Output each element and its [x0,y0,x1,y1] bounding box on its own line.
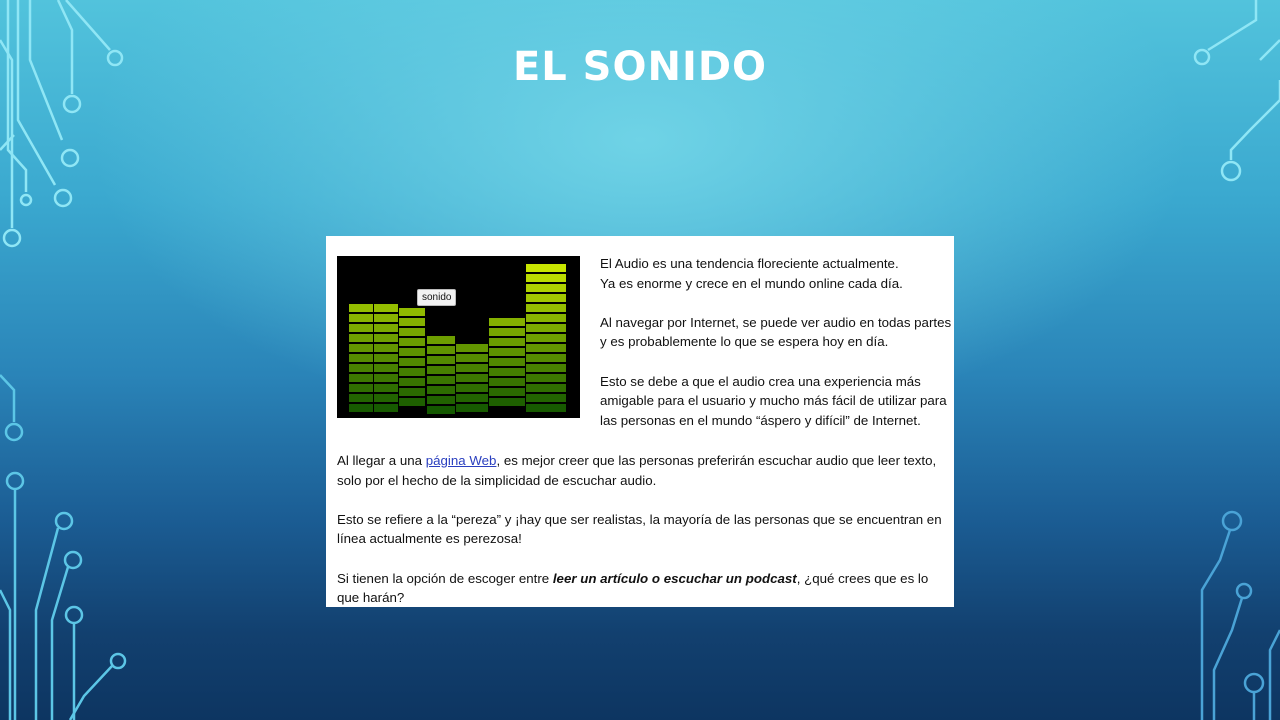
equalizer-segment [374,334,398,342]
equalizer-segment [427,336,455,344]
webpage-text-before: Al llegar a una [337,453,426,468]
equalizer-segment [526,404,566,412]
equalizer-segment [427,366,455,374]
equalizer-segment [399,338,425,346]
circuit-decoration-bottom-right [1180,500,1280,720]
equalizer-segment [374,374,398,382]
equalizer-segment [349,314,373,322]
equalizer-segment [349,324,373,332]
equalizer-segment [526,374,566,382]
paragraph-webpage [337,451,952,490]
equalizer-segment [489,398,525,406]
equalizer-segment [399,358,425,366]
equalizer-segment [489,388,525,396]
equalizer-segment [456,394,488,402]
equalizer-segment [349,334,373,342]
equalizer-segment [349,344,373,352]
equalizer-segment [526,324,566,332]
equalizer-segment [374,324,398,332]
equalizer-segment [489,328,525,336]
equalizer-segment [349,384,373,392]
equalizer-segment [399,368,425,376]
equalizer-image [337,256,580,418]
equalizer-segment [526,354,566,362]
equalizer-segment [526,364,566,372]
equalizer-segment [374,344,398,352]
equalizer-segment [374,394,398,402]
equalizer-segment [349,374,373,382]
equalizer-segment [526,334,566,342]
equalizer-segment [374,384,398,392]
content-screenshot [326,236,954,607]
equalizer-segment [526,304,566,312]
equalizer-segment [349,354,373,362]
equalizer-segment [399,398,425,406]
equalizer-segment [399,348,425,356]
equalizer-segment [526,274,566,282]
equalizer-segment [489,358,525,366]
choice-text-after: , ¿qué crees que es lo que harán? [337,570,929,606]
equalizer-segment [489,338,525,346]
webpage-text-after: , es mejor creer que las personas preferirán escuchar audio que leer texto, solo por el hecho de la simplicidad de escuchar audio. [337,453,937,488]
equalizer-segment [427,356,455,364]
equalizer-segment [399,318,425,326]
paragraph-choice [337,569,952,607]
equalizer-segment [526,344,566,352]
equalizer-segment [489,378,525,386]
equalizer-segment [427,396,455,404]
equalizer-segment [456,344,488,352]
equalizer-segment [526,264,566,272]
intro-line-2: Ya es enorme y crece en el mundo online cada día. [600,275,903,291]
equalizer-segment [526,394,566,402]
choice-text-before: Si tienen la opción de escoger entre [337,570,553,586]
equalizer-segment [456,404,488,412]
slide-title: EL SONIDO [512,44,768,90]
equalizer-segment [349,404,373,412]
paragraph-intro [600,254,954,293]
equalizer-segment [526,284,566,292]
equalizer-segment [456,364,488,372]
equalizer-segment [456,374,488,382]
paragraph-navigation: Al navegar por Internet, se puede ver audio en todas partes y es probablemente lo que se espera hoy en día. [600,314,952,350]
image-tag-label: sonido [417,289,456,306]
equalizer-segment [427,406,455,414]
equalizer-segment [374,354,398,362]
paragraph-experience: Esto se debe a que el audio crea una experiencia más amigable para el usuario y mucho más fácil de utilizar para las personas en el mundo “áspero y difícil” de Internet. [600,373,947,428]
paragraph-laziness: Esto se refiere a la “pereza” y ¡hay que ser realistas, la mayoría de las personas que se encuentran en línea actualmente es perezosa! [337,511,942,547]
intro-text-block [600,254,954,450]
choice-text-bold: leer un artículo o escuchar un podcast [552,570,797,586]
equalizer-segment [399,388,425,396]
equalizer-segment [526,314,566,322]
equalizer-segment [349,304,373,312]
equalizer-segment [374,314,398,322]
equalizer-segment [427,386,455,394]
equalizer-segment [399,328,425,336]
equalizer-segment [489,348,525,356]
equalizer-segment [456,354,488,362]
equalizer-segment [489,368,525,376]
equalizer-segment [489,318,525,326]
circuit-decoration-bottom-left [0,360,140,720]
equalizer-segment [399,308,425,316]
equalizer-segment [374,404,398,412]
equalizer-segment [526,384,566,392]
body-text-block [337,451,952,607]
circuit-decoration-top-right [1180,0,1280,200]
equalizer-segment [374,304,398,312]
equalizer-segment [399,378,425,386]
intro-line-1: El Audio es una tendencia floreciente actualmente. [600,256,899,271]
equalizer-segment [456,384,488,392]
equalizer-segment [427,346,455,354]
equalizer-bars [337,256,580,418]
equalizer-segment [349,364,373,372]
equalizer-segment [374,364,398,372]
circuit-decoration-top-left [0,0,140,260]
equalizer-segment [427,376,455,384]
pagina-web-link[interactable]: página Web [425,453,497,468]
equalizer-segment [349,394,373,402]
equalizer-segment [526,294,566,302]
